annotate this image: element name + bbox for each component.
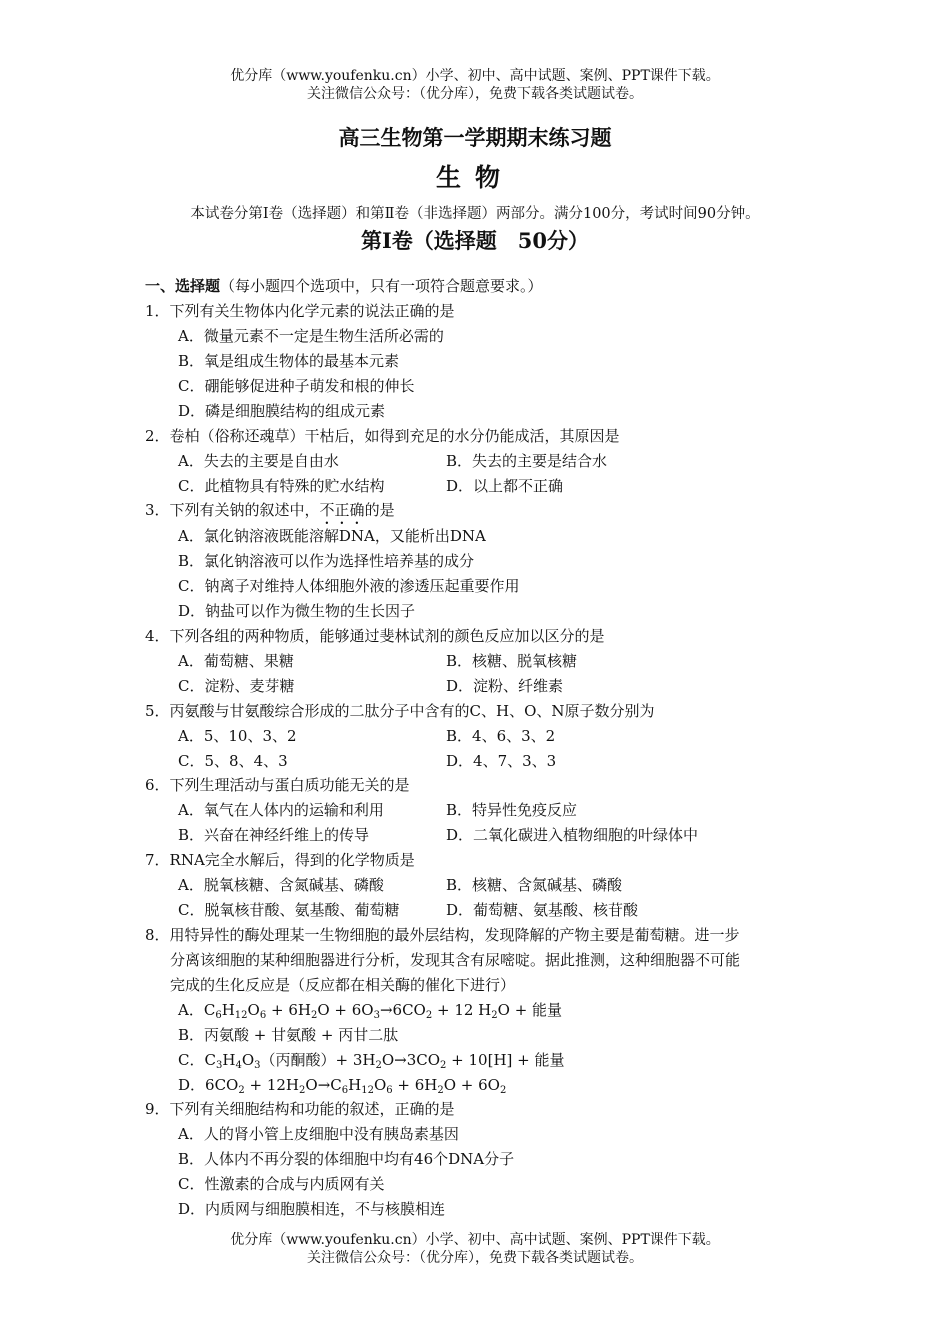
q6-option-d: D．二氧化碳进入植物细胞的叶绿体中 bbox=[446, 826, 699, 844]
q5-option-d: D．4、7、3、3 bbox=[446, 752, 557, 770]
q8-option-d: D．$6CO_2 + 12H_2O\to C_6H_{12}O_6 + 6H_2O + 6O_2$ bbox=[178, 1076, 507, 1096]
q3-option-c: C．钠离子对维持人体细胞外液的渗透压起重要作用 bbox=[178, 577, 520, 595]
q4-stem: 4．下列各组的两种物质，能够通过斐林试剂的颜色反应加以区分的是 bbox=[145, 627, 605, 645]
q8-option-c-mid: （丙酮酸）+ bbox=[260, 1051, 353, 1069]
q8-stem-line-3: 完成的生化反应是（反应都在相关酶的催化下进行） bbox=[170, 976, 516, 994]
exam-intro: 本试卷分第Ⅰ卷（选择题）和第Ⅱ卷（非选择题）两部分。满分100分，考试时间90分钟。 bbox=[190, 206, 760, 222]
q1-stem: 1．下列有关生物体内化学元素的说法正确的是 bbox=[145, 302, 455, 320]
page-title: 高三生物第一学期期末练习题 bbox=[338, 125, 612, 150]
q2-option-d: D．以上都不正确 bbox=[446, 477, 564, 495]
q6-option-b: B．特异性免疫反应 bbox=[446, 801, 578, 819]
q2-option-b: B．失去的主要是结合水 bbox=[446, 452, 608, 470]
q8-option-c: C．$C_3H_4O_3$（丙酮酸）+ $3H_2O\to 3CO_2 + 10[H]$ + 能量 bbox=[178, 1051, 565, 1071]
subject-title: 生物 bbox=[435, 163, 514, 192]
q2-option-c: C．此植物具有特殊的贮水结构 bbox=[178, 477, 385, 495]
header-line-2: 关注微信公众号：（优分库），免费下载各类试题试卷。 bbox=[307, 86, 643, 102]
q1-option-c: C．硼能够促进种子萌发和根的伸长 bbox=[178, 377, 415, 395]
q7-stem: 7．RNA完全水解后，得到的化学物质是 bbox=[145, 851, 415, 869]
q3-option-d: D．钠盐可以作为微生物的生长因子 bbox=[178, 602, 416, 620]
q8-option-c-tail: 能量 bbox=[534, 1051, 565, 1069]
q8-option-a-tail: 能量 bbox=[532, 1001, 563, 1019]
q9-option-d: D．内质网与细胞膜相连，不与核膜相连 bbox=[178, 1200, 446, 1218]
q6-stem: 6．下列生理活动与蛋白质功能无关的是 bbox=[145, 776, 410, 794]
section-note: （每小题四个选项中，只有一项符合题意要求。） bbox=[220, 277, 543, 295]
q9-option-c: C．性激素的合成与内质网有关 bbox=[178, 1175, 385, 1193]
q7-option-c: C．脱氧核苷酸、氨基酸、葡萄糖 bbox=[178, 901, 400, 919]
q3-option-a: A．氯化钠溶液既能溶解DNA，又能析出DNA bbox=[178, 527, 486, 545]
header-line-1: 优分库（www.youfenku.cn）小学、初中、高中试题、案例、PPT课件下载。 bbox=[230, 68, 720, 84]
q4-option-a: A．葡萄糖、果糖 bbox=[178, 652, 294, 670]
q6-option-c: B．兴奋在神经纤维上的传导 bbox=[178, 826, 370, 844]
q7-option-a: A．脱氧核糖、含氮碱基、磷酸 bbox=[178, 876, 384, 894]
q5-stem: 5．丙氨酸与甘氨酸综合形成的二肽分子中含有的C、H、O、N原子数分别为 bbox=[145, 702, 655, 720]
section-heading bbox=[145, 276, 543, 296]
q3-option-b: B．氯化钠溶液可以作为选择性培养基的成分 bbox=[178, 552, 475, 570]
q5-option-a: A．5、10、3、2 bbox=[178, 727, 297, 745]
q7-option-b: B．核糖、含氮碱基、磷酸 bbox=[446, 876, 623, 894]
q8-stem-line-1: 8．用特异性的酶处理某一生物细胞的最外层结构，发现降解的产物主要是葡萄糖。进一步 bbox=[145, 926, 740, 944]
q3-stem-pre: 3．下列有关钠的叙述中， bbox=[145, 501, 320, 519]
q8-option-d-prefix: D． bbox=[178, 1076, 206, 1094]
q4-option-d: D．淀粉、纤维素 bbox=[446, 677, 564, 695]
q3-stem-emphasis: 不正确 bbox=[319, 501, 365, 519]
q4-option-b: B．核糖、脱氧核糖 bbox=[446, 652, 578, 670]
q5-option-c: C．5、8、4、3 bbox=[178, 752, 288, 770]
q8-option-c-prefix: C． bbox=[178, 1051, 205, 1069]
q3-stem bbox=[145, 500, 395, 528]
q5-option-b: B．4、6、3、2 bbox=[446, 727, 556, 745]
q4-option-c: C．淀粉、麦芽糖 bbox=[178, 677, 295, 695]
q8-option-b: B．丙氨酸 + 甘氨酸 + 丙甘二肽 bbox=[178, 1026, 399, 1044]
q6-option-a: A．氧气在人体内的运输和利用 bbox=[178, 801, 384, 819]
q8-stem-line-2: 分离该细胞的某种细胞器进行分析，发现其含有尿嘧啶。据此推测，这种细胞器不可能 bbox=[170, 951, 741, 969]
section-label: 一、选择题 bbox=[145, 277, 221, 295]
q1-option-d: D．磷是细胞膜结构的组成元素 bbox=[178, 402, 386, 420]
footer-line-2: 关注微信公众号：（优分库），免费下载各类试题试卷。 bbox=[307, 1250, 643, 1266]
q8-option-a-prefix: A． bbox=[178, 1001, 204, 1019]
q2-option-a: A．失去的主要是自由水 bbox=[178, 452, 339, 470]
footer-line-1: 优分库（www.youfenku.cn）小学、初中、高中试题、案例、PPT课件下载。 bbox=[230, 1232, 720, 1248]
q9-option-a: A．人的肾小管上皮细胞中没有胰岛素基因 bbox=[178, 1125, 459, 1143]
part-title: 第Ⅰ卷（选择题 50分） bbox=[360, 228, 590, 253]
q2-stem: 2．卷柏（俗称还魂草）干枯后，如得到充足的水分仍能成活，其原因是 bbox=[145, 427, 620, 445]
q7-option-d: D．葡萄糖、氨基酸、核苷酸 bbox=[446, 901, 639, 919]
q3-stem-post: 的是 bbox=[364, 501, 395, 519]
q8-option-a: A．$C_6H_{12}O_6 + 6H_2O + 6O_3\to 6CO_2 + 12$ $H_2O$ + 能量 bbox=[178, 1001, 563, 1021]
q1-option-b: B．氧是组成生物体的最基本元素 bbox=[178, 352, 400, 370]
q9-option-b: B．人体内不再分裂的体细胞中均有46个DNA分子 bbox=[178, 1150, 515, 1168]
q1-option-a: A．微量元素不一定是生物生活所必需的 bbox=[178, 327, 444, 345]
q9-stem: 9．下列有关细胞结构和功能的叙述，正确的是 bbox=[145, 1100, 455, 1118]
